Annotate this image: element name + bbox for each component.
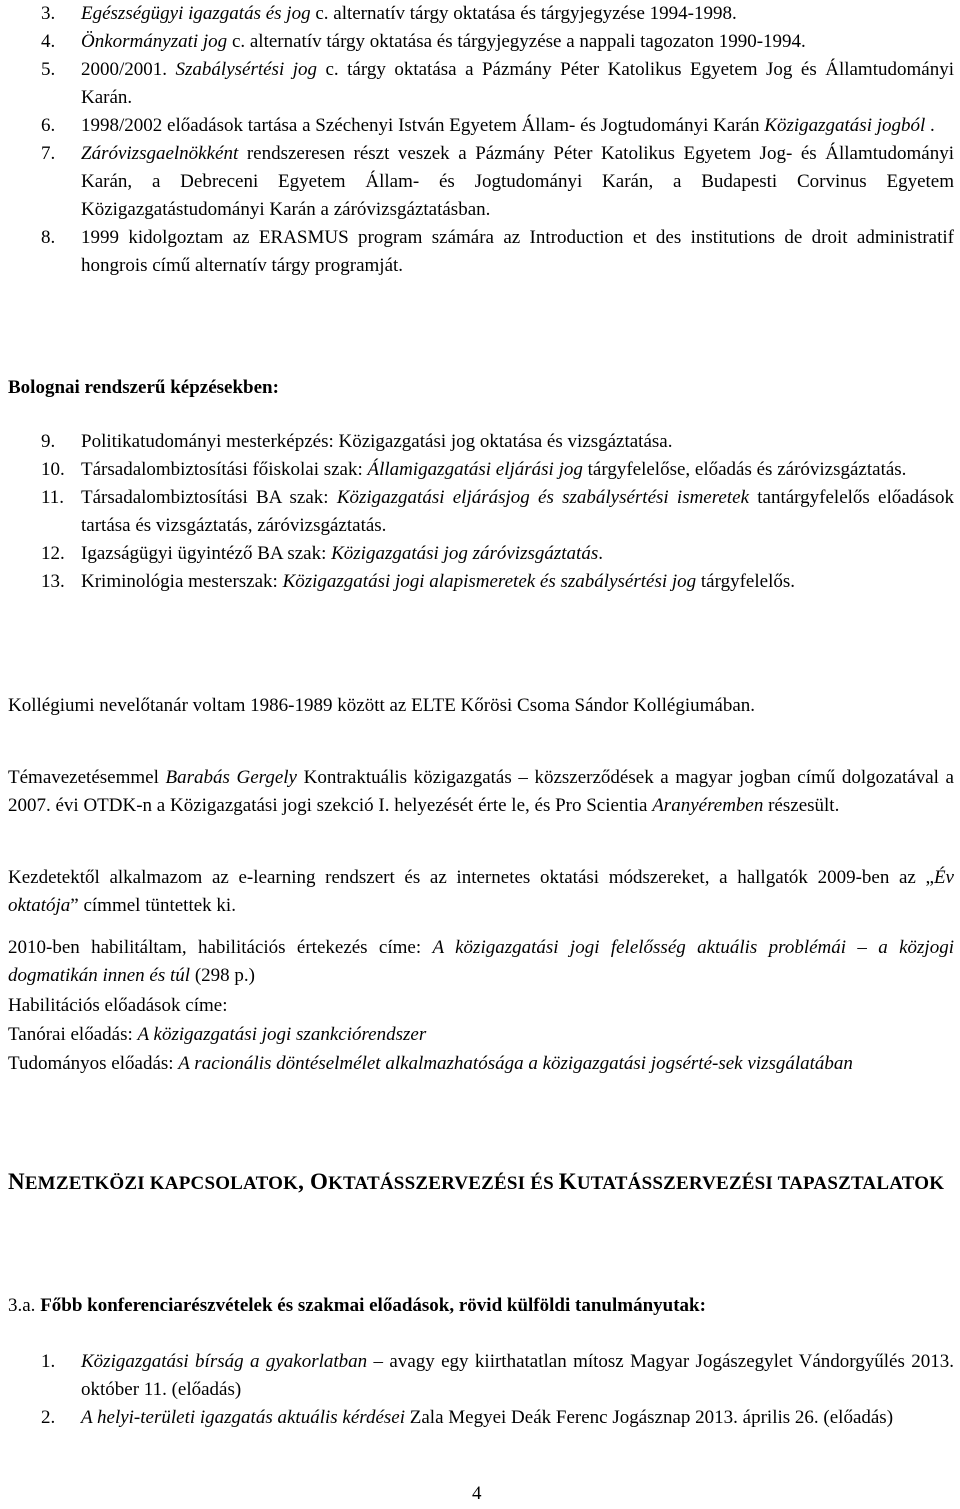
conference-list — [8, 1348, 954, 1432]
text-segment: Témavezetésemmel — [8, 767, 166, 788]
list-item-number: 2. — [41, 1407, 56, 1428]
text-segment: Aranyéremben — [652, 795, 764, 816]
list-item — [8, 1348, 954, 1404]
text-segment: . — [925, 115, 935, 136]
text-segment: Tanórai előadás: — [8, 1024, 138, 1045]
list-item-number: 6. — [41, 115, 56, 136]
list-item — [8, 0, 954, 28]
text-segment: Egészségügyi igazgatás és jog — [81, 3, 311, 24]
text-segment: Közigazgatási jogból — [764, 115, 926, 136]
list-item-number: 3. — [41, 3, 56, 24]
habilitation-lectures-title — [8, 992, 954, 1020]
text-segment: tárgyfelelős. — [696, 571, 795, 592]
text-segment: ” címmel tüntettek ki. — [70, 895, 236, 916]
list-item-number: 1. — [41, 1351, 56, 1372]
list-item-number: 7. — [41, 143, 56, 164]
text-segment: Államigazgatási eljárási jog — [367, 459, 583, 480]
list-item — [8, 484, 954, 540]
text-segment: Záróvizsgaelnökként — [81, 143, 239, 164]
list-item — [8, 1404, 954, 1432]
list-item-number: 13. — [41, 571, 65, 592]
list-item-number: 4. — [41, 31, 56, 52]
course-list-a — [8, 0, 954, 280]
list-item — [8, 456, 954, 484]
list-item-number: 9. — [41, 431, 56, 452]
text-segment: Habilitációs előadások címe: — [8, 995, 228, 1016]
elearning-paragraph — [8, 864, 954, 920]
text-segment: c. alternatív tárgy oktatása és tárgyjegyzése 1994-1998. — [310, 3, 737, 24]
habilitation-paragraph — [8, 934, 954, 990]
text-segment: KTATÁSSZERVEZÉSI ÉS — [328, 1173, 559, 1194]
text-segment: Kontraktuális közigazgatás – közszerződések a magyar jogban című dolgozatával a 2007. évi OTDK-n a Közigazgatási jogi szekció I. helyezését érte le, és Pro Scientia — [8, 767, 954, 816]
text-segment: Szabálysértési jog — [175, 59, 317, 80]
bologna-heading-text: Bolognai rendszerű képzésekben: — [8, 377, 279, 398]
text-segment: A helyi-területi igazgatás aktuális kérdései — [81, 1407, 405, 1428]
text-segment: Igazságügyi ügyintéző BA szak: — [81, 543, 332, 564]
text-segment: Főbb konferenciarészvételek és szakmai előadások, rövid külföldi tanulmányutak: — [40, 1295, 706, 1316]
text-segment: Zala Megyei Deák Ferenc Jogásznap 2013. április 26. (előadás) — [405, 1407, 894, 1428]
text-segment: rendszeresen részt veszek a Pázmány Péter Katolikus Egyetem Jog- és Államtudományi Karán, a Debreceni Egyetem Állam- és Jogtudományi Karán, a Budapesti Corvinus Egyetem Közigazgatástudományi Karán a záróvizsgáztatásban. — [81, 143, 954, 220]
text-segment: Önkormányzati jog — [81, 31, 228, 52]
list-item — [8, 112, 954, 140]
text-segment: Kollégiumi nevelőtanár voltam 1986-1989 között az ELTE Kőrösi Csoma Sándor Kollégiumában. — [8, 695, 756, 716]
subsection-heading — [8, 1292, 954, 1320]
text-segment: Politikatudományi mesterképzés: Közigazgatási jog oktatása és vizsgáztatása. — [81, 431, 673, 452]
text-segment: részesült. — [763, 795, 840, 816]
text-segment: c. tárgy oktatása a Pázmány Péter Katolikus Egyetem Jog és Államtudományi Karán. — [81, 59, 954, 108]
list-item — [8, 224, 954, 280]
tudomanyos-eloadas-paragraph — [8, 1050, 954, 1078]
text-segment: Tudományos előadás: — [8, 1053, 179, 1074]
list-item — [8, 56, 954, 112]
text-segment: 1999 kidolgoztam az ERASMUS program számára az Introduction et des institutions de droit administratif hongrois című alternatív tárgy programját. — [81, 227, 954, 276]
list-item-number: 5. — [41, 59, 56, 80]
text-segment: Társadalombiztosítási főiskolai szak: — [81, 459, 368, 480]
text-segment: tantárgyfelelős előadások tartása és vizsgáztatás, záróvizsgáztatás. — [81, 487, 954, 536]
text-segment: c. alternatív tárgy oktatása és tárgyjegyzése a nappali tagozaton 1990-1994. — [227, 31, 806, 52]
text-segment: K — [558, 1169, 577, 1194]
text-segment: . — [598, 543, 603, 564]
tanorai-eloadas-line — [8, 1021, 954, 1049]
list-item-number: 10. — [41, 459, 65, 480]
text-segment: – avagy egy kiirthatatlan mítosz Magyar Jogászegylet Vándorgyűlés 2013. október 11. (előadás) — [81, 1351, 954, 1400]
list-item — [8, 568, 954, 596]
list-item-number: 8. — [41, 227, 56, 248]
text-segment: , O — [298, 1169, 329, 1194]
text-segment: Közigazgatási eljárásjog és szabálysértési ismeretek — [336, 487, 750, 508]
text-segment: Barabás Gergely — [165, 767, 297, 788]
kollegium-paragraph — [8, 692, 954, 720]
text-segment: 2010-ben habilitáltam, habilitációs értekezés címe: — [8, 937, 433, 958]
text-segment: Közigazgatási jog záróvizsgáztatás — [331, 543, 599, 564]
list-item — [8, 540, 954, 568]
text-segment: Kriminológia mesterszak: — [81, 571, 283, 592]
text-segment: Kezdetektől alkalmazom az e-learning rendszert és az internetes oktatási módszereket, a hallgatók 2009-ben az „ — [8, 867, 934, 888]
course-list-b — [8, 428, 954, 596]
section-heading — [8, 1166, 954, 1200]
text-segment: A közigazgatási jogi szankciórendszer — [137, 1024, 427, 1045]
text-segment: A közigazgatási jogi felelősség aktuális problémái – a közjogi dogmatikán innen és túl — [8, 937, 954, 986]
list-item-number: 11. — [41, 487, 65, 508]
list-item — [8, 28, 954, 56]
page-number: 4 — [472, 1483, 482, 1504]
text-segment: (298 p.) — [190, 965, 255, 986]
text-segment: UTATÁSSZERVEZÉSI TAPASZTALATOK — [576, 1173, 945, 1194]
text-segment: A racionális döntéselmélet alkalmazhatósága a közigazgatási jogsérté-sek vizsgálatában — [178, 1053, 853, 1074]
text-segment: Közigazgatási bírság a gyakorlatban — [81, 1351, 368, 1372]
list-item — [8, 140, 954, 224]
bologna-heading — [8, 374, 954, 402]
temavezetes-paragraph — [8, 764, 954, 820]
text-segment: tárgyfelelőse, előadás és záróvizsgáztatás. — [582, 459, 907, 480]
text-segment: EMZETKÖZI KAPCSOLATOK — [24, 1173, 299, 1194]
text-segment: Közigazgatási jogi alapismeretek és szabálysértési jog — [282, 571, 697, 592]
text-segment: 3.a. — [8, 1295, 41, 1316]
list-item — [8, 428, 954, 456]
text-segment: Társadalombiztosítási BA szak: — [81, 487, 337, 508]
text-segment: 1998/2002 előadások tartása a Széchenyi István Egyetem Állam- és Jogtudományi Karán — [81, 115, 765, 136]
text-segment: N — [8, 1169, 25, 1194]
text-segment: 2000/2001. — [81, 59, 176, 80]
list-item-number: 12. — [41, 543, 65, 564]
text-segment: Év oktatója — [8, 867, 954, 916]
